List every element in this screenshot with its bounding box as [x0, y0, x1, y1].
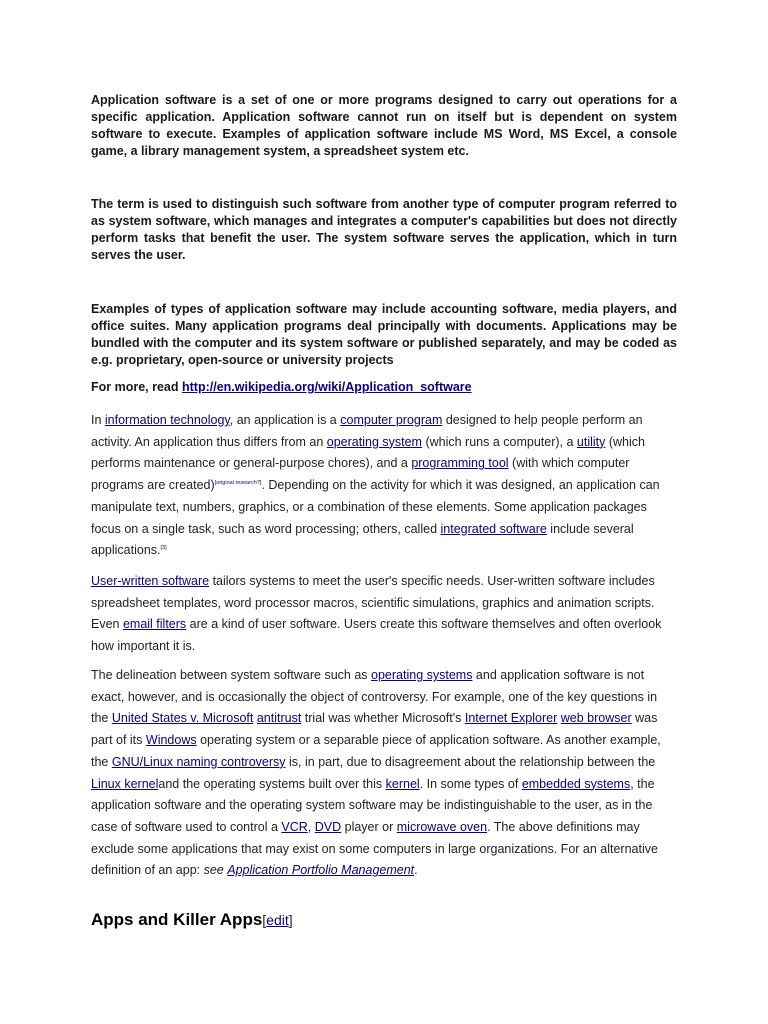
bracket-open: [	[262, 912, 267, 928]
text: was part of its	[91, 711, 658, 748]
text: include several applications.	[91, 521, 634, 558]
intro-paragraph-1: Application software is a set of one or more programs designed to carry out operations for a specific application. Application software cannot run on itself but is dependent on system software to execute. Examples of application software include MS Word, MS Excel, a console game, a library management system, a spreadsheet system etc.	[91, 93, 677, 158]
text: tailors systems to meet the user's specific needs. User-written software includes spreadsheet templates, word processor macros, scientific simulations, graphics and animation scripts. Even	[91, 574, 655, 632]
text: operating system or a separable piece of application software. As another example, the	[91, 733, 661, 769]
link-integrated-software[interactable]: integrated software	[440, 521, 547, 536]
citation-3	[161, 545, 167, 551]
link-information-technology[interactable]: information technology	[104, 413, 230, 427]
link-operating-system[interactable]: operating system	[326, 434, 422, 449]
text: and the operating systems built over this	[158, 776, 386, 791]
edit-section	[262, 912, 292, 928]
link-gnu-linux-naming-controversy[interactable]: GNU/Linux naming controversy	[111, 754, 286, 769]
link-vcr[interactable]: VCR	[281, 819, 308, 834]
link-computer-program[interactable]: computer program	[340, 413, 443, 427]
edit-link[interactable]: edit	[266, 912, 289, 928]
text: designed to help people perform an activity. An application thus differs from an	[91, 413, 643, 449]
text: , the application software and the operating system software may be indistinguishable to the user, as in the case of software used to control a	[91, 776, 655, 834]
link-kernel[interactable]: kernel	[385, 776, 420, 791]
link-dvd[interactable]: DVD	[314, 819, 342, 834]
link-internet-explorer[interactable]: Internet Explorer	[464, 711, 558, 726]
text: ,	[307, 819, 315, 834]
bracket-close: ]	[288, 912, 293, 928]
link-antitrust[interactable]: antitrust	[256, 711, 302, 726]
text: .	[414, 863, 418, 878]
link-programming-tool[interactable]: programming tool	[411, 456, 509, 471]
body-paragraph-1	[91, 410, 677, 562]
text: . The above definitions may exclude some applications that may exist on some computers in large organizations. For an alternative definition of an app:	[91, 819, 658, 878]
link-utility[interactable]: utility	[576, 434, 606, 449]
text: (which runs a computer), a	[421, 434, 577, 449]
text: and application software is not exact, however, and is occasionally the object of controversy. For example, one of the key questions in the	[91, 668, 658, 726]
link-embedded-systems[interactable]: embedded systems	[521, 776, 631, 791]
link-linux-kernel[interactable]: Linux kernel	[91, 776, 159, 791]
link-microwave-oven[interactable]: microwave oven	[396, 819, 488, 834]
link-application-portfolio-management[interactable]: Application Portfolio Management	[227, 863, 415, 878]
link-email-filters[interactable]: email filters	[122, 617, 187, 632]
text: trial was whether Microsoft's	[301, 711, 465, 726]
text: The delineation between system software such as	[91, 668, 372, 682]
body-paragraph-2	[91, 571, 677, 658]
link-user-written-software[interactable]: User-written software	[91, 574, 210, 588]
text: In	[91, 413, 105, 427]
text: are a kind of user software. Users create this software themselves and often overlook how important it is.	[91, 617, 662, 654]
see-label: see	[203, 863, 224, 878]
body-paragraph-3	[91, 665, 677, 882]
intro-paragraph-3: Examples of types of application software may include accounting software, media players, and office suites. Many application programs deal principally with documents. Applications may be bundled with the computer and its system software or published separately, and may be coded as e.g. proprietary, open-source or university projects	[91, 302, 677, 367]
read-more-label: For more, read	[91, 380, 182, 394]
citation-link[interactable]: [original research?]	[214, 479, 262, 486]
text: player or	[341, 819, 397, 834]
wikipedia-link[interactable]: http://en.wikipedia.org/wiki/Application_software	[182, 380, 472, 394]
text: is, in part, due to disagreement about the relationship between the	[285, 754, 656, 769]
link-operating-systems[interactable]: operating systems	[371, 668, 473, 682]
text: . In some types of	[419, 776, 522, 791]
link-us-v-microsoft[interactable]: United States v. Microsoft	[111, 711, 254, 726]
section-heading-text: Apps and Killer Apps	[91, 910, 263, 929]
citation-original-research	[215, 480, 262, 486]
text: (which performs maintenance or general-purpose chores), and a	[91, 434, 645, 471]
text: (with which computer programs are created)	[91, 456, 630, 493]
intro-paragraph-2: The term is used to distinguish such software from another type of computer program referred to as system software, which manages and integrates a computer's capabilities but does not directly perform tasks that benefit the user. The system software serves the application, which in turn serves the user.	[91, 197, 677, 262]
citation-link[interactable]: [3]	[160, 545, 167, 552]
read-more-line	[91, 379, 677, 396]
section-heading	[91, 909, 677, 931]
link-windows[interactable]: Windows	[145, 733, 197, 748]
link-web-browser[interactable]: web browser	[560, 711, 632, 726]
text: , an application is a	[229, 413, 341, 427]
text: . Depending on the activity for which it was designed, an application can manipulate text, numbers, graphics, or a combination of these elements. Some application packages focus on a single task, such as word processing; others, called	[91, 478, 660, 536]
